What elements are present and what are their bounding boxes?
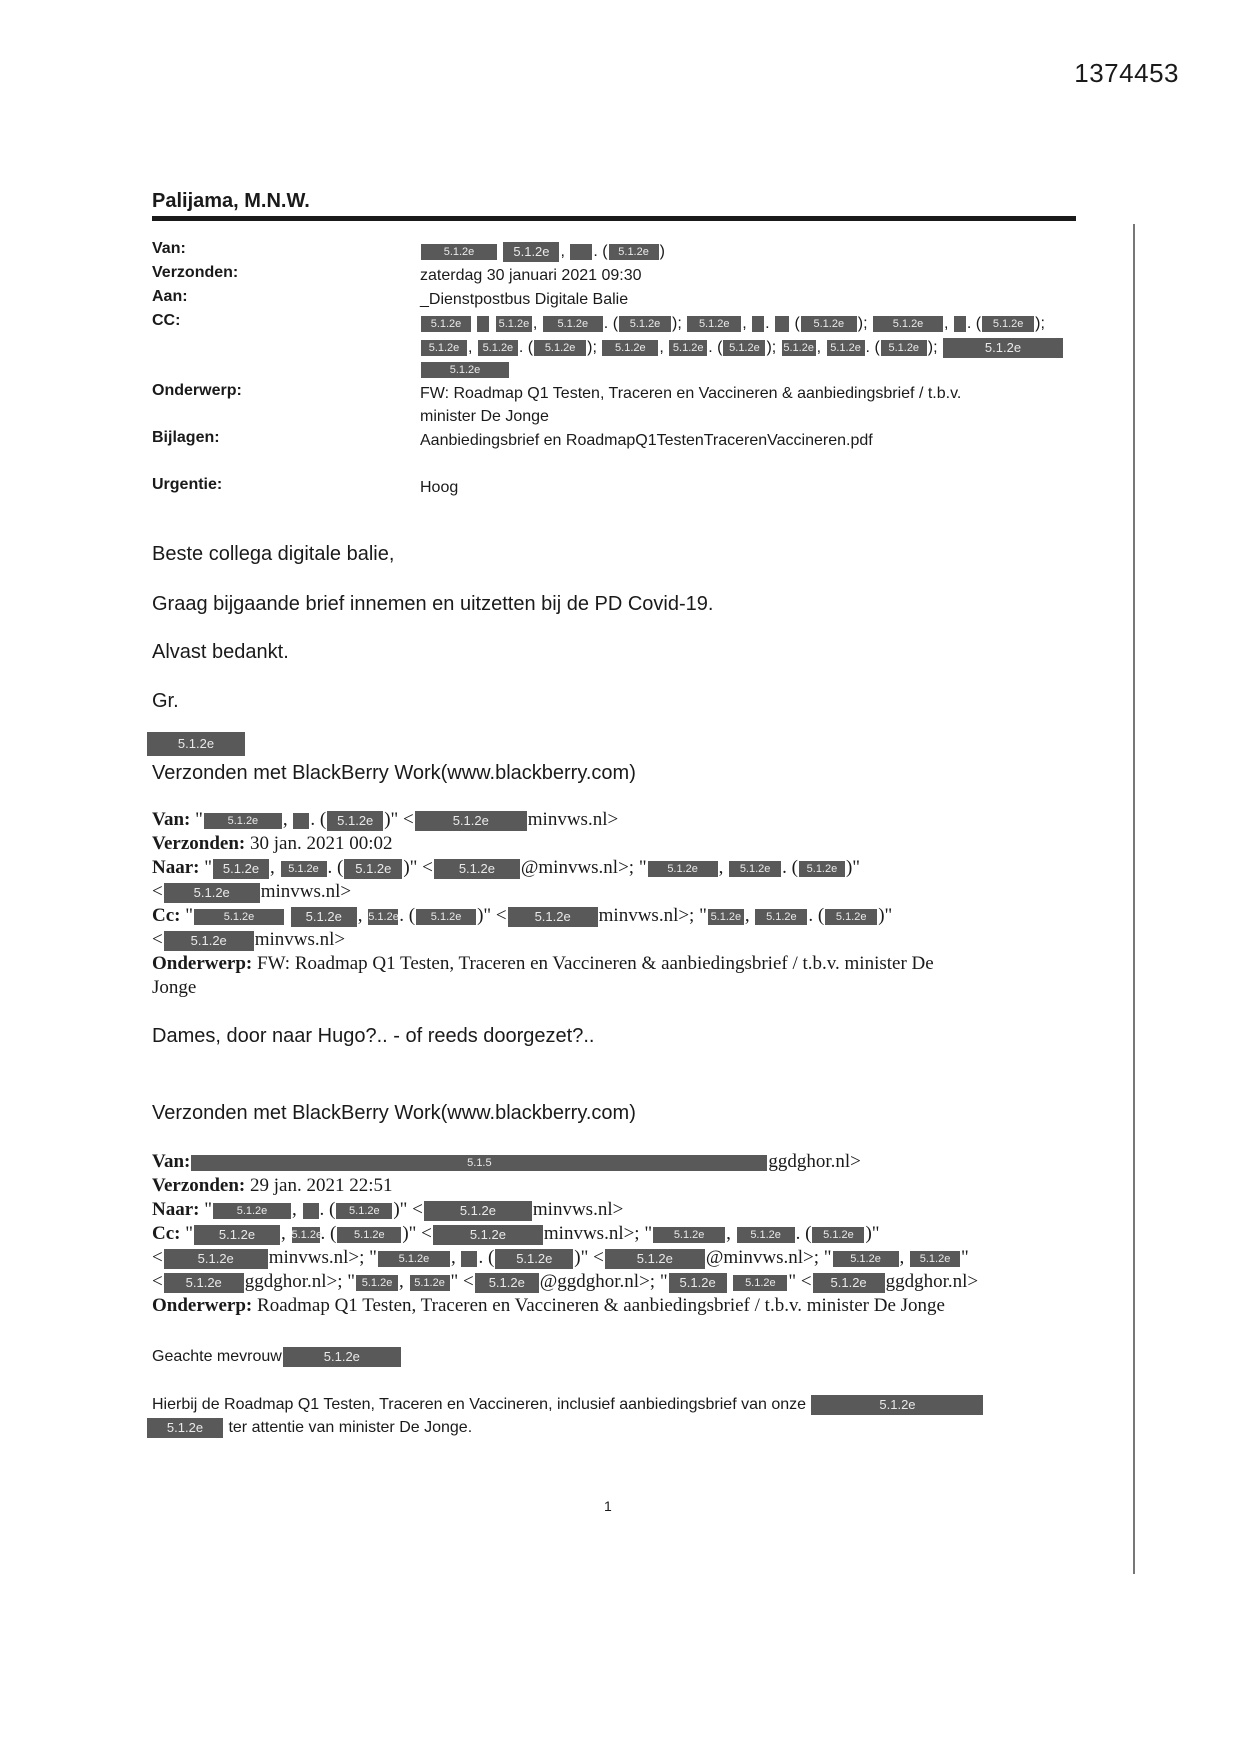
redaction: 5.1.2e (669, 1273, 727, 1293)
redaction: 5.1.2e (213, 859, 269, 879)
redaction (477, 316, 489, 332)
redaction: 5.1.2e (378, 1251, 450, 1267)
redaction: 5.1.2e (194, 909, 284, 925)
redaction: 5.1.2e (609, 244, 659, 260)
urgentie-label: Urgentie: (152, 476, 223, 493)
redaction: 5.1.2e (669, 340, 707, 356)
redaction: 5.1.2e (416, 909, 476, 925)
redaction: 5.1.2e (496, 316, 532, 332)
blackberry-signature[interactable]: Verzonden met BlackBerry Work(www.blackberry.com) (152, 762, 636, 784)
cc-value: 5.1.2e 5.1.2e , 5.1.2e . ( 5.1.2e ); 5.1.2e , . ( 5.1.2e ); 5.1.2e , . ( 5.1.2e ); (420, 312, 1080, 335)
redaction: 5.1.2e (495, 1249, 573, 1269)
body-line-2: Alvast bedankt. (152, 641, 289, 663)
redaction: 5.1.2e (291, 1228, 323, 1241)
scan-edge-line (1133, 224, 1135, 1574)
verzonden-label: Verzonden: (152, 264, 239, 281)
mail2-naar-line: Naar: " 5.1.2e , 5.1.2e . ( 5.1.2e )" < 5.1.2e @minvws.nl>; " 5.1.2e , 5.1.2e . ( 5.1.2e )" (152, 857, 861, 878)
verzonden-value: zaterdag 30 januari 2021 09:30 (420, 267, 642, 284)
redaction (461, 1251, 477, 1267)
urgentie-value: Hoog (420, 479, 459, 496)
redaction: 5.1.2e (478, 340, 518, 356)
mail2-verzonden-line: Verzonden: 30 jan. 2021 00:02 (152, 833, 393, 854)
redaction: 5.1.2e (164, 1273, 244, 1293)
redaction: 5.1.2e (943, 338, 1063, 358)
cc-value-2: 5.1.2e , 5.1.2e . ( 5.1.2e ); 5.1.2e , 5.1.2e . ( 5.1.2e ); 5.1.2e , 5.1.2e . ( 5.1.2e ); 5.1.2e (420, 336, 1080, 359)
redaction: 5.1.2e (503, 242, 559, 262)
redaction: 5.1.2e (421, 316, 471, 332)
redaction: 5.1.2e (619, 316, 671, 332)
redaction: 5.1.2e (801, 316, 857, 332)
page-number: 1 (604, 1498, 612, 1514)
redaction: 5.1.2e (337, 1227, 401, 1243)
redaction: 5.1.2e (368, 910, 399, 923)
mail2-onderwerp-line: Onderwerp: FW: Roadmap Q1 Testen, Traceren en Vaccineren & aanbiedingsbrief / t.b.v. minister De (152, 953, 934, 974)
redaction (570, 244, 592, 260)
mail2-van-line: Van: " 5.1.2e , . ( 5.1.2e )" < 5.1.2e minvws.nl> (152, 809, 619, 830)
redaction: 5.1.2e (605, 1249, 705, 1269)
mail2-blackberry-signature[interactable]: Verzonden met BlackBerry Work(www.blackberry.com) (152, 1102, 636, 1124)
van-value: 5.1.2e 5.1.2e , . ( 5.1.2e ) (420, 240, 665, 263)
redaction: 5.1.2e (508, 907, 598, 927)
redaction: 5.1.2e (812, 1227, 864, 1243)
greeting: Beste collega digitale balie, (152, 543, 395, 565)
redaction (293, 813, 309, 829)
mail3-text-line-1: Hierbij de Roadmap Q1 Testen, Traceren en Vaccineren, inclusief aanbiedingsbrief van onze 5.1.2e (152, 1393, 984, 1416)
redaction (954, 316, 966, 332)
redaction: 5.1.2e (356, 1275, 398, 1291)
redaction: 5.1.2e (873, 316, 943, 332)
signature-name (146, 732, 246, 756)
header-rule (152, 216, 1076, 221)
mailbox-owner: Palijama, M.N.W. (152, 190, 310, 212)
redaction: 5.1.2e (543, 316, 603, 332)
redaction: 5.1.2e (827, 340, 865, 356)
cc-value-3 (420, 358, 510, 381)
redaction: 5.1.2e (213, 1203, 291, 1219)
redaction: 5.1.2e (421, 362, 509, 378)
redaction: 5.1.2e (164, 883, 260, 903)
redaction: 5.1.2e (421, 244, 497, 260)
redaction: 5.1.2e (164, 931, 254, 951)
redaction: 5.1.2e (881, 340, 927, 356)
redaction: 5.1.2e (204, 813, 282, 829)
attachment-name[interactable]: Aanbiedingsbrief en RoadmapQ1TestenTracerenVaccineren.pdf (420, 432, 873, 449)
redaction: 5.1.2e (783, 341, 814, 354)
aan-label: Aan: (152, 288, 188, 305)
body-line-3: Gr. (152, 690, 179, 712)
redaction: 5.1.2e (687, 316, 741, 332)
redaction: 5.1.2e (825, 909, 877, 925)
redaction (303, 1203, 319, 1219)
mail2-onderwerp-line-2: Jonge (152, 977, 197, 998)
onderwerp-value: FW: Roadmap Q1 Testen, Traceren en Vaccineren & aanbiedingsbrief / t.b.v. (420, 385, 962, 402)
redaction: 5.1.2e (336, 1203, 392, 1219)
mail2-naar-line-2: < 5.1.2e minvws.nl> (152, 881, 352, 902)
forwarded-message-2 (152, 1150, 1082, 1318)
redaction: 5.1.2e (283, 1347, 401, 1367)
redaction: 5.1.2e (708, 909, 744, 925)
redaction: 5.1.2e (602, 340, 658, 356)
document-number: 1374453 (1074, 58, 1179, 88)
redaction: 5.1.2e (729, 861, 781, 877)
mail2-cc-line-2: < 5.1.2e minvws.nl> (152, 929, 346, 950)
mail2-cc-line: Cc: " 5.1.2e 5.1.2e , 5.1.2e. ( 5.1.2e )" < 5.1.2e minvws.nl>; " 5.1.2e , 5.1.2e . ( 5.1.2e )" (152, 905, 893, 926)
redaction: 5.1.2e (799, 861, 845, 877)
forwarded-message-1 (152, 808, 1082, 1000)
redaction: 5.1.2e (475, 1273, 539, 1293)
onderwerp-label: Onderwerp: (152, 382, 242, 399)
onderwerp-value-2: minister De Jonge (420, 408, 549, 425)
redaction: 5.1.2e (833, 1251, 899, 1267)
body-line-1: Graag bijgaande brief innemen en uitzetten bij de PD Covid-19. (152, 593, 714, 615)
redaction: 5.1.2e (433, 1225, 543, 1245)
redaction: 5.1.2e (755, 909, 807, 925)
cc-label: CC: (152, 312, 181, 329)
redaction: 5.1.2e (327, 811, 383, 831)
redaction: 5.1.2e (813, 1273, 885, 1293)
redaction (752, 316, 764, 332)
redaction: 5.1.2e (421, 340, 467, 356)
redaction: 5.1.2e (653, 1227, 725, 1243)
mail3-salutation: Geachte mevrouw 5.1.2e (152, 1345, 402, 1368)
redaction: 5.1.2e (982, 316, 1034, 332)
mail3-verzonden-line: Verzonden: 29 jan. 2021 22:51 (152, 1175, 393, 1196)
redaction: 5.1.2e (648, 861, 718, 877)
redaction: 5.1.2e (415, 811, 527, 831)
mail3-cc-line: Cc: " 5.1.2e , 5.1.2e. ( 5.1.2e )" < 5.1.2e minvws.nl>; " 5.1.2e , 5.1.2e . ( 5.1.2e )" (152, 1223, 880, 1244)
redaction: 5.1.2e (424, 1201, 532, 1221)
mail3-van-line: Van: 5.1.5 ggdghor.nl> (152, 1151, 861, 1172)
redaction: 5.1.2e (147, 1418, 223, 1438)
redaction: 5.1.2e (910, 1251, 960, 1267)
redaction: 5.1.2e (164, 1249, 268, 1269)
mail3-cc-line-3: < 5.1.2e ggdghor.nl>; " 5.1.2e , 5.1.2e " < 5.1.2e @ggdghor.nl>; " 5.1.2e 5.1.2e " < 5.1.2e ggdghor.nl> (152, 1271, 979, 1292)
redaction: 5.1.2e (811, 1395, 983, 1415)
redaction: 5.1.2e (291, 907, 357, 927)
redaction (775, 316, 789, 332)
redaction: 5.1.2e (281, 861, 327, 877)
mail3-onderwerp-line: Onderwerp: Roadmap Q1 Testen, Traceren en Vaccineren & aanbiedingsbrief / t.b.v. minister De Jonge (152, 1295, 945, 1316)
mail2-message: Dames, door naar Hugo?.. - of reeds doorgezet?.. (152, 1025, 595, 1047)
mail3-text-line-2: 5.1.2e ter attentie van minister De Jonge. (146, 1416, 472, 1439)
mail3-naar-line: Naar: " 5.1.2e , . ( 5.1.2e )" < 5.1.2e minvws.nl> (152, 1199, 624, 1220)
redaction: 5.1.2e (534, 340, 586, 356)
redaction: 5.1.2e (434, 859, 520, 879)
mail3-cc-line-2: < 5.1.2e minvws.nl>; " 5.1.2e , . ( 5.1.2e )" < 5.1.2e @minvws.nl>; " 5.1.2e , 5.1.2e " (152, 1247, 969, 1268)
redaction: 5.1.2e (737, 1227, 795, 1243)
redaction: 5.1.2e (733, 1275, 787, 1291)
redaction: 5.1.2e (723, 340, 765, 356)
redaction: 5.1.2e (147, 732, 245, 756)
van-label: Van: (152, 240, 186, 257)
redaction: 5.1.2e (194, 1225, 280, 1245)
aan-value: _Dienstpostbus Digitale Balie (420, 291, 629, 308)
redaction: 5.1.5 (191, 1155, 767, 1171)
redaction: 5.1.2e (344, 859, 402, 879)
redaction: 5.1.2e (410, 1275, 450, 1291)
bijlagen-label: Bijlagen: (152, 429, 220, 446)
